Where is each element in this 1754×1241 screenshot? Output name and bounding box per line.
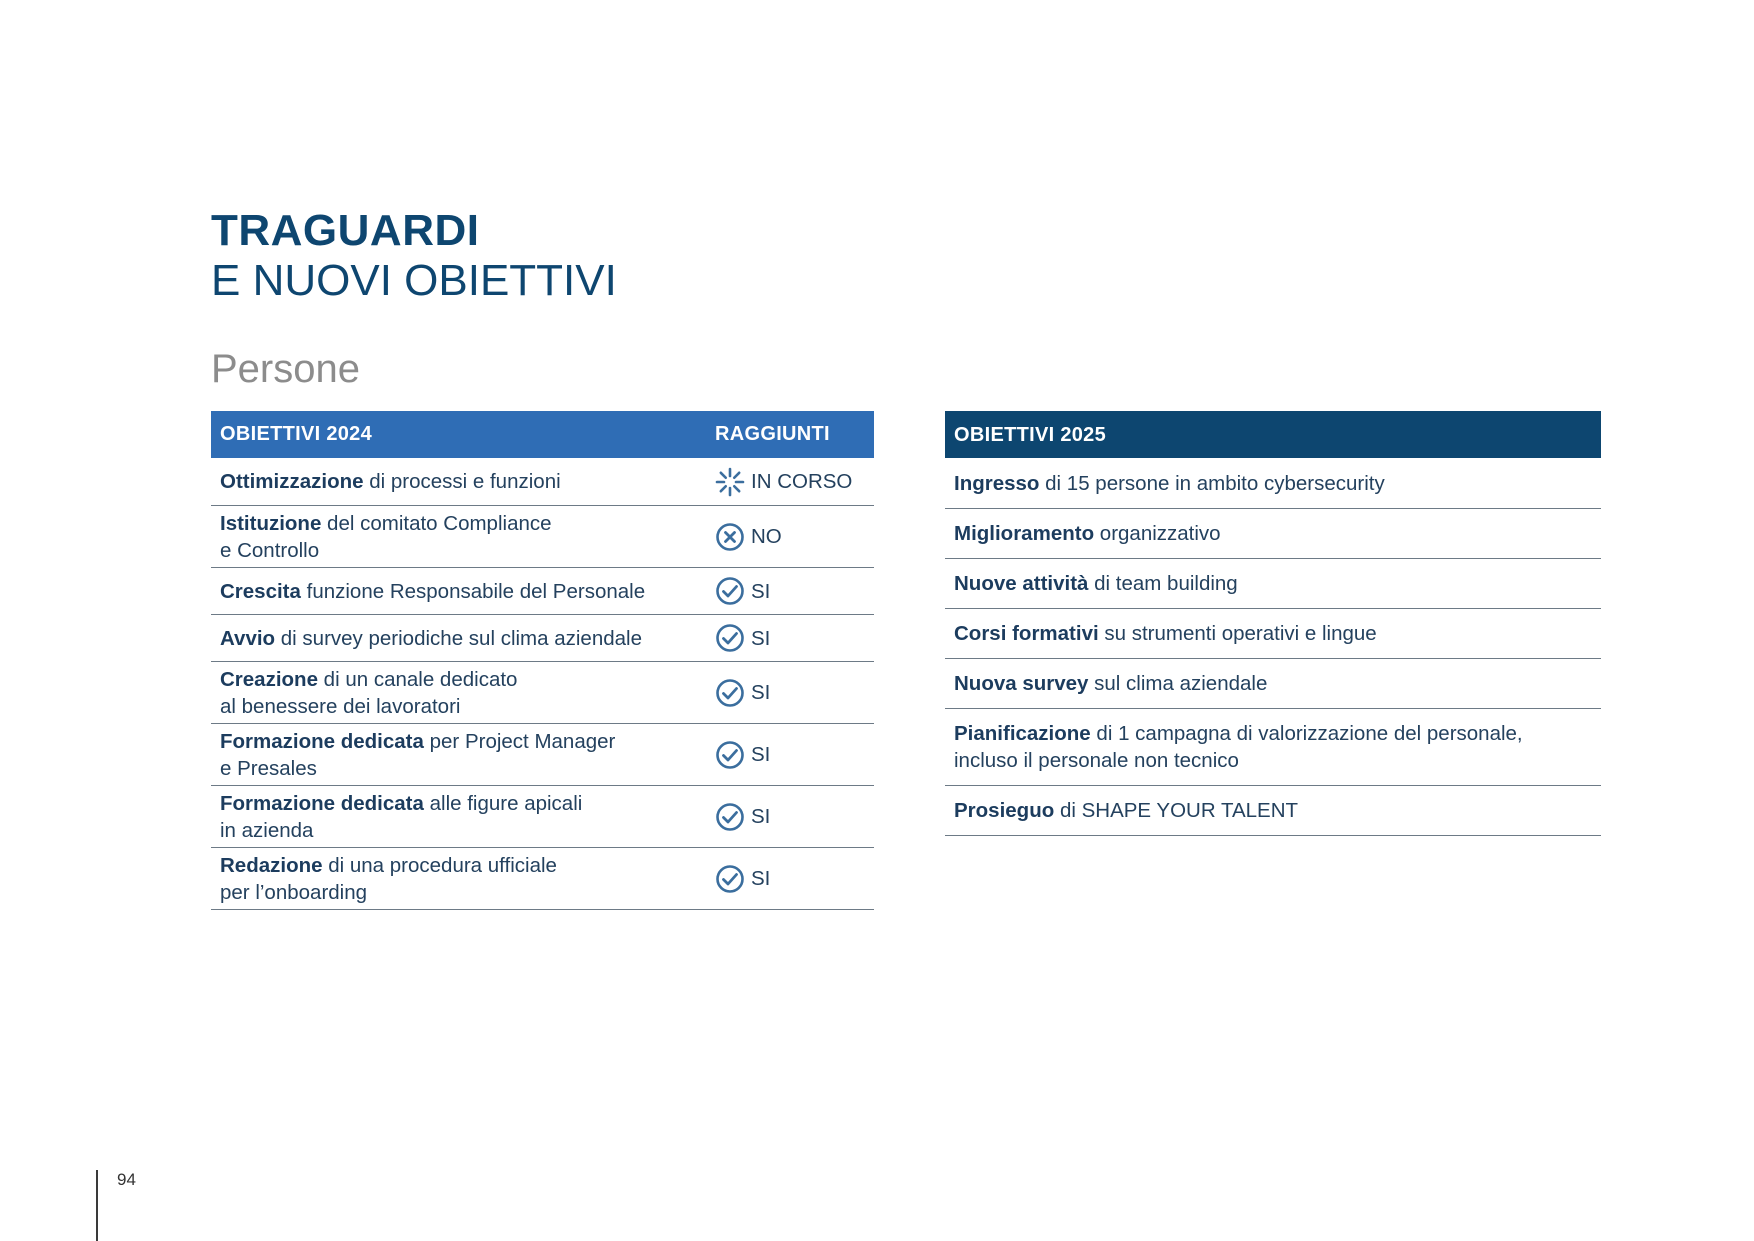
page-subtitle: E NUOVI OBIETTIVI [211, 256, 617, 305]
objective-description-line2: incluso il personale non tecnico [954, 749, 1239, 772]
objective-keyword: Formazione dedicata [220, 791, 424, 815]
objective-text [945, 470, 1601, 497]
check-circle-icon [715, 623, 745, 653]
objectives-2024-table [211, 411, 874, 910]
table-row [211, 848, 874, 910]
check-circle-icon [715, 864, 745, 894]
table-row [945, 659, 1601, 709]
table-row [945, 559, 1601, 609]
check-circle-icon [715, 576, 745, 606]
table-row [211, 724, 874, 786]
objective-description: su strumenti operativi e lingue [1098, 622, 1377, 645]
objective-description: di 15 persone in ambito cybersecurity [1039, 471, 1385, 495]
objective-text [945, 720, 1601, 774]
table-row [945, 609, 1601, 659]
header-achieved: RAGGIUNTI [715, 423, 830, 445]
objective-text [211, 666, 715, 720]
objective-keyword: Pianificazione [954, 722, 1091, 745]
objective-description-line2: in azienda [220, 818, 314, 842]
objective-description: di un canale dedicato [317, 667, 518, 691]
status-cell [715, 576, 874, 606]
table-row [945, 509, 1601, 559]
objective-description: di team building [1088, 572, 1238, 595]
status-label: NO [751, 525, 782, 548]
page-number: 94 [117, 1170, 136, 1189]
objective-keyword: Nuove attività [954, 572, 1089, 595]
objective-keyword: Formazione dedicata [220, 729, 424, 753]
status-label: IN CORSO [751, 470, 853, 493]
objective-description: funzione Responsabile del Personale [300, 579, 646, 603]
objective-text [945, 620, 1601, 647]
table-row [211, 506, 874, 568]
objectives-2025-table [945, 411, 1601, 836]
objective-text [945, 670, 1601, 697]
status-cell [715, 864, 874, 894]
in-progress-icon [715, 467, 745, 497]
objective-keyword: Miglioramento [954, 522, 1095, 545]
status-label: SI [751, 579, 771, 603]
objective-text [945, 520, 1601, 547]
table-row [211, 786, 874, 848]
status-cell [715, 740, 874, 770]
status-label: SI [751, 681, 771, 704]
table-header [945, 411, 1601, 458]
status-cell [715, 678, 874, 708]
objective-keyword: Corsi formativi [954, 622, 1099, 645]
objective-description-line2: per l’onboarding [220, 880, 368, 904]
page-title: TRAGUARDI [211, 206, 480, 255]
table-row [211, 568, 874, 615]
check-circle-icon [715, 678, 745, 708]
objective-description-line2: al benessere dei lavoratori [220, 694, 461, 718]
status-cell [715, 522, 874, 552]
objective-text [945, 797, 1601, 824]
status-label: SI [751, 867, 771, 890]
header-objectives-2024: OBIETTIVI 2024 [220, 423, 373, 445]
table-row [211, 662, 874, 724]
objective-description: di SHAPE YOUR TALENT [1054, 799, 1299, 822]
objective-keyword: Redazione [220, 853, 323, 877]
status-label: SI [751, 626, 771, 650]
objective-keyword: Ingresso [954, 471, 1040, 495]
objective-text [211, 468, 715, 495]
objective-keyword: Nuova survey [954, 672, 1089, 695]
objective-description: per Project Manager [423, 729, 616, 753]
table-row [945, 786, 1601, 836]
objective-keyword: Crescita [220, 579, 301, 603]
check-circle-icon [715, 802, 745, 832]
objective-description: sul clima aziendale [1088, 672, 1268, 695]
section-title: Persone [211, 347, 360, 391]
table-row [945, 458, 1601, 509]
table-row [211, 458, 874, 506]
objective-text [211, 852, 715, 906]
objective-text [945, 570, 1601, 597]
objective-keyword: Prosieguo [954, 799, 1055, 822]
status-cell [715, 802, 874, 832]
status-cell [715, 623, 874, 653]
objective-description-line2: e Presales [220, 756, 317, 780]
status-label: SI [751, 743, 771, 766]
table-header [211, 411, 874, 458]
status-cell [715, 467, 874, 497]
objective-description: di una procedura ufficiale [322, 853, 557, 877]
objective-description: di processi e funzioni [363, 470, 561, 493]
objective-keyword: Avvio [220, 626, 276, 650]
table-row [945, 709, 1601, 786]
page-number-rule [96, 1170, 98, 1241]
objective-text [211, 510, 715, 564]
header-objectives-2025: OBIETTIVI 2025 [954, 424, 1107, 446]
objective-text [211, 625, 715, 652]
table-row [211, 615, 874, 662]
objective-description: organizzativo [1094, 522, 1221, 545]
objective-text [211, 578, 715, 605]
objective-description: alle figure apicali [423, 791, 583, 815]
objective-description: di survey periodiche sul clima aziendale [275, 626, 642, 650]
status-label: SI [751, 805, 771, 828]
objective-description-line2: e Controllo [220, 538, 320, 562]
objective-keyword: Istituzione [220, 511, 322, 535]
objective-description: di 1 campagna di valorizzazione del personale, [1090, 722, 1523, 745]
check-circle-icon [715, 740, 745, 770]
cross-circle-icon [715, 522, 745, 552]
objective-keyword: Creazione [220, 667, 318, 691]
objective-text [211, 728, 715, 782]
objective-text [211, 790, 715, 844]
objective-description: del comitato Compliance [321, 511, 552, 535]
objective-keyword: Ottimizzazione [220, 470, 364, 493]
